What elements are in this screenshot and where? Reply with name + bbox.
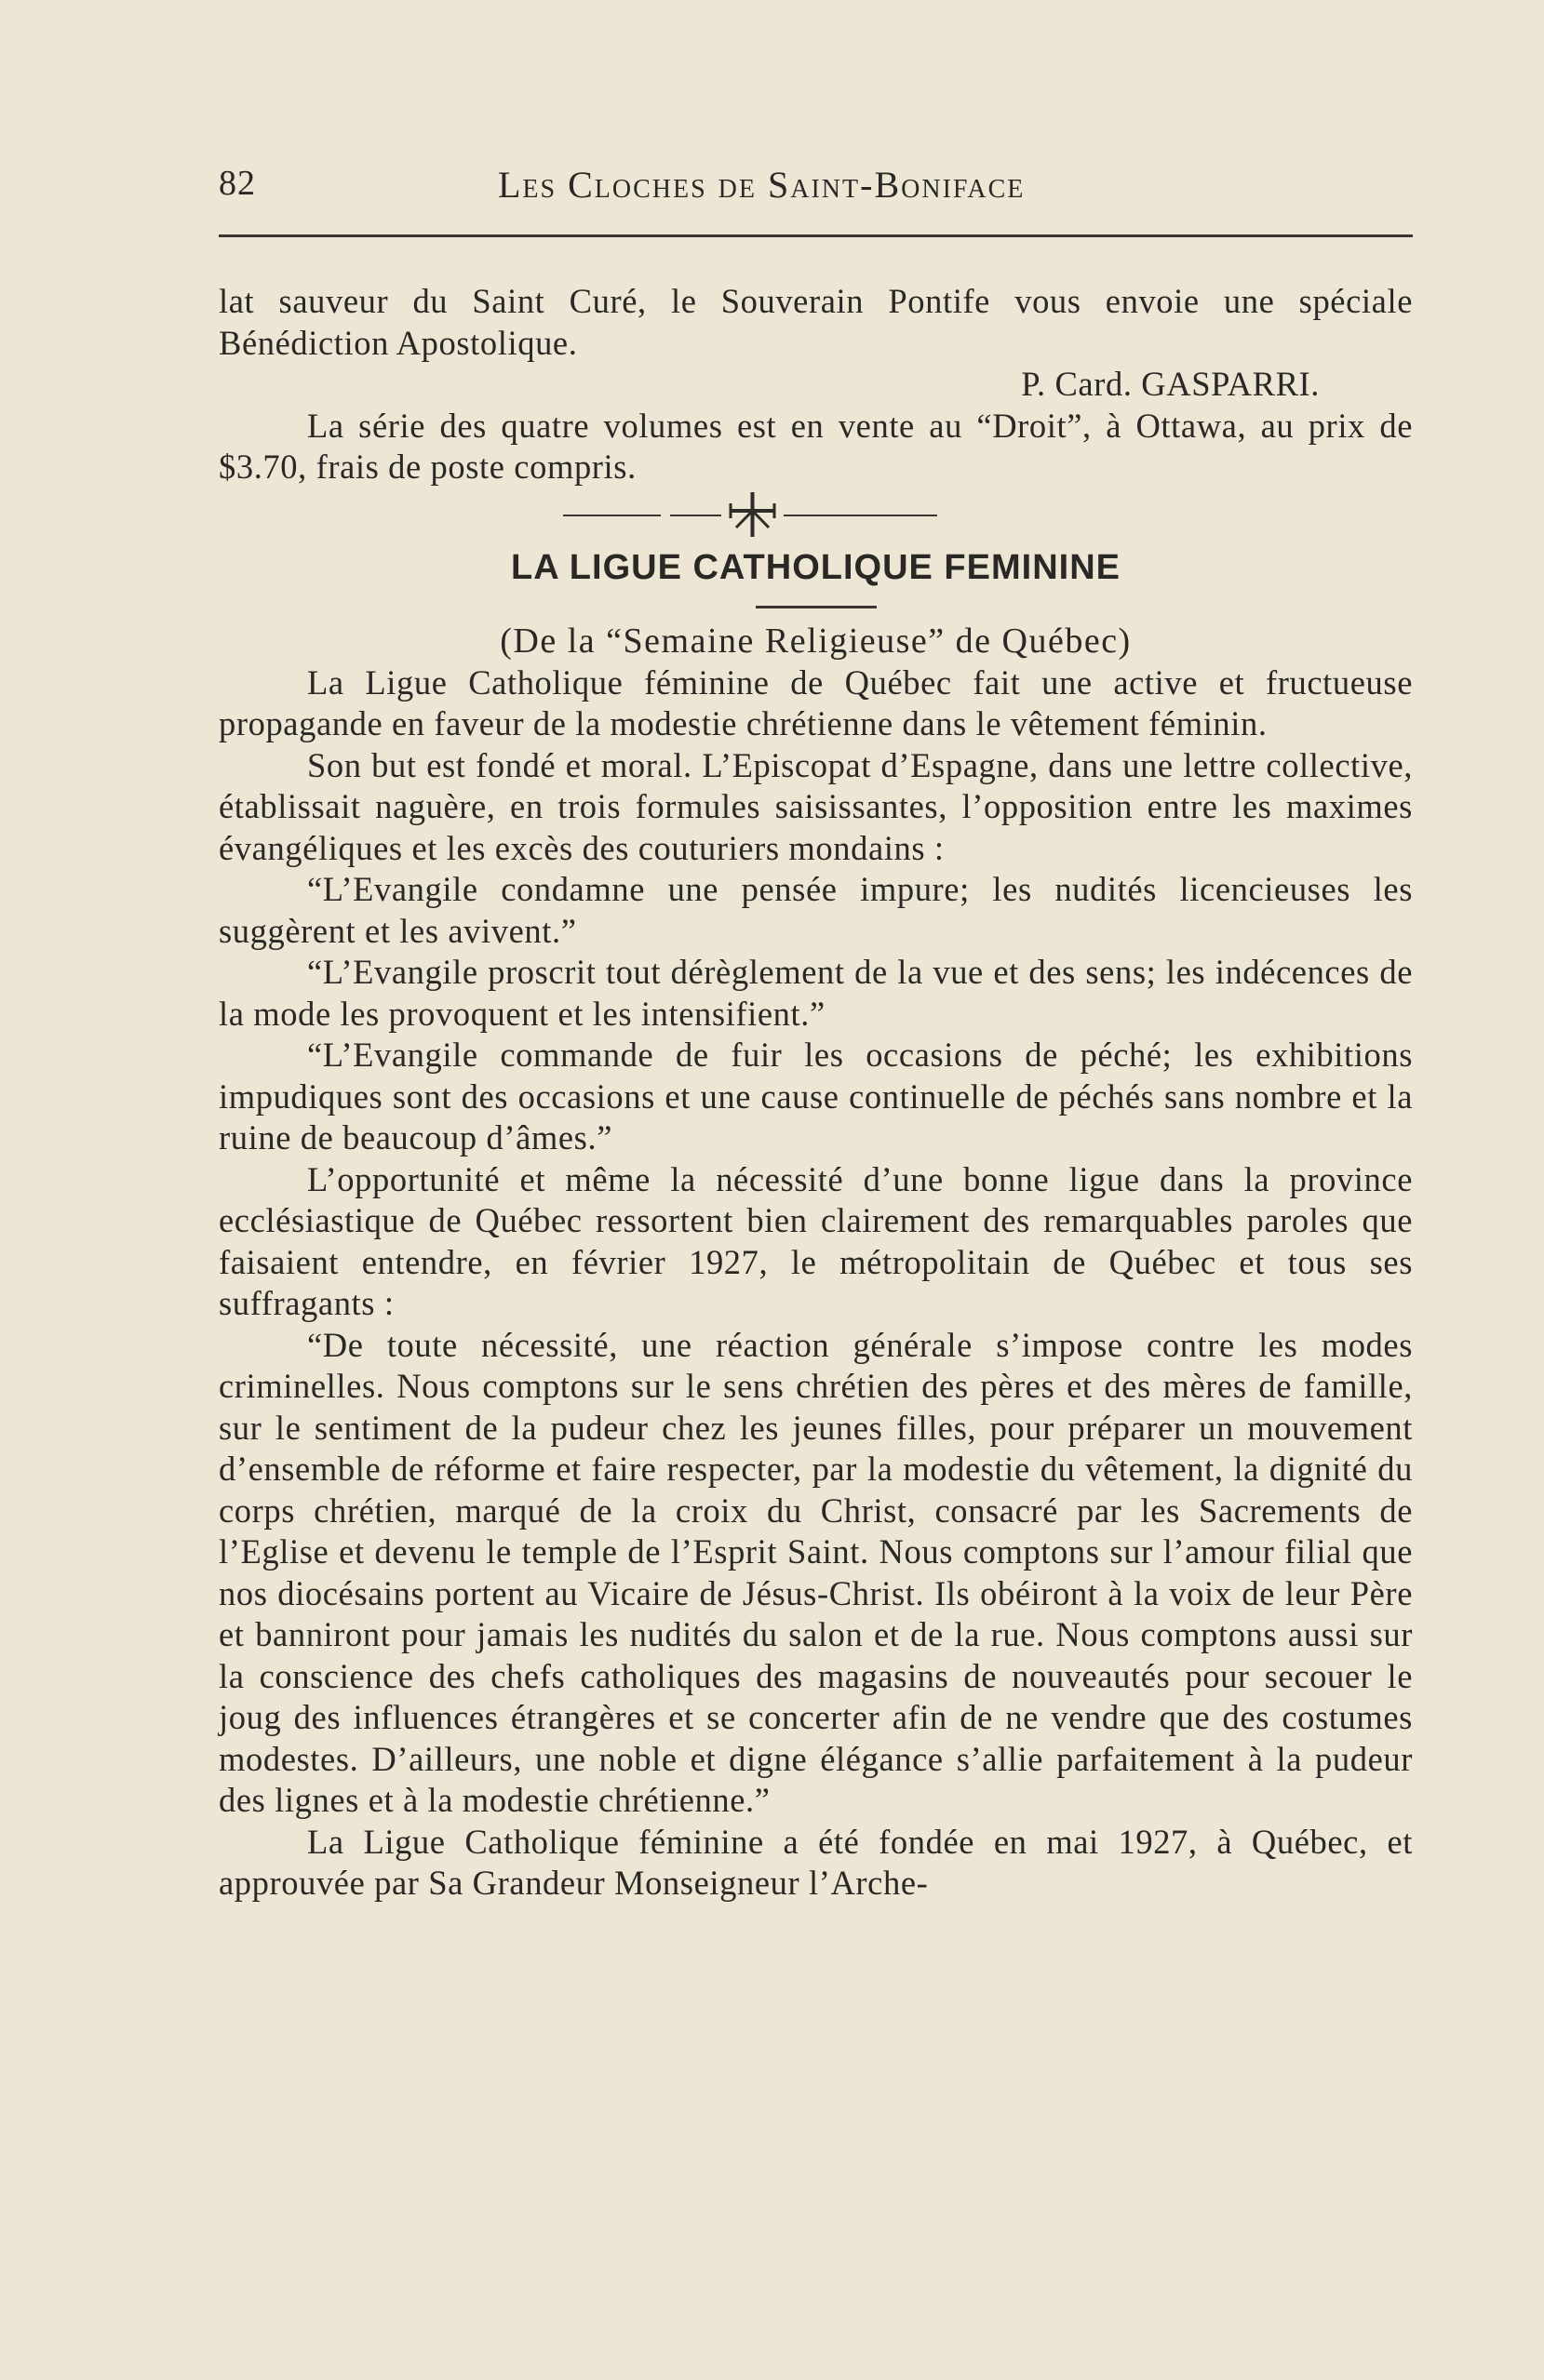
sale-note: La série des quatre volumes est en vente au “Droit”, à Ottawa, au prix de $3.70, frais de poste compris. xyxy=(219,406,1413,486)
header-rule xyxy=(219,234,1413,237)
title-rule xyxy=(756,606,877,608)
separator-line xyxy=(784,515,937,516)
paragraph: La Ligue Catholique féminine de Québec fait une active et fructueuse propagande en faveur de la modestie chrétienne dans le vêtement féminin. xyxy=(219,662,1413,742)
quote-paragraph: “L’Evangile proscrit tout dérèglement de la vue et des sens; les indécences de la mode les provoquent et les intensifient.” xyxy=(219,953,1413,1033)
page-header xyxy=(219,163,1413,219)
section-separator xyxy=(219,488,1413,541)
quote-paragraph: “L’Evangile commande de fuir les occasions de péché; les exhibitions impudiques sont des occasions et une cause continuelle de péchés sans nombre et la ruine de beaucoup d’âmes.” xyxy=(219,1036,1413,1157)
page-number: 82 xyxy=(219,164,256,203)
paragraph: L’opportunité et même la nécessité d’une bonne ligue dans la province ecclésiastique de Québec ressortent bien clairement des remarquables paroles que faisaient entendre, en février 1927, le métropolitain de Québec et tous ses suffragants : xyxy=(219,1159,1413,1322)
quote-paragraph: “L’Evangile condamne une pensée impure; les nudités licencieuses les suggèrent et les avivent.” xyxy=(219,870,1413,950)
paragraph: Son but est fondé et moral. L’Episcopat d’Espagne, dans une lettre collective, établissait naguère, en trois formules saisissantes, l’opposition entre les maximes évangéliques et les excès des couturiers mondains : xyxy=(219,745,1413,867)
paragraph: La Ligue Catholique féminine a été fondée en mai 1927, à Québec, et approuvée par Sa Grandeur Monseigneur l’Arche- xyxy=(219,1822,1413,1902)
article-source: (De la “Semaine Religieuse” de Québec) xyxy=(500,621,1132,661)
signature: P. Card. GASPARRI. xyxy=(1021,365,1320,403)
running-title: Les Cloches de Saint-Boniface xyxy=(498,164,1026,206)
article-title: LA LIGUE CATHOLIQUE FEMININE xyxy=(511,547,1121,587)
quote-paragraph: “De toute nécessité, une réaction générale s’impose contre les modes criminelles. Nous comptons sur le sens chrétien des pères et des mères de famille, sur le sentiment de la pudeur chez les jeunes filles, pour préparer un mouvement d’ensemble de réforme et faire respecter, par la modestie du vêtement, la dignité du corps chrétien, marqué de la croix du Christ, consacré par les Sacrements de l’Eglise et devenu le temple de l’Esprit Saint. Nous comptons sur l’amour filial que nos diocésains portent au Vicaire de Jésus-Christ. Ils obéiront à la voix de leur Père et banniront pour jamais les nudités du salon et de la rue. Nous comptons aussi sur la conscience des chefs catholiques des magasins de nouveautés pour secouer le joug des influences étrangères et se concerter afin de ne vendre que des costumes modestes. D’ailleurs, une noble et digne élégance s’allie parfaitement à la pudeur des lignes et à la modestie chrétienne.” xyxy=(219,1325,1413,1819)
separator-line xyxy=(563,515,661,516)
separator-line xyxy=(670,515,721,516)
page-body xyxy=(219,281,1413,1905)
cross-ornament-icon xyxy=(727,490,778,539)
continuation-text: lat sauveur du Saint Curé, le Souverain Pontife vous envoie une spéciale Bénédiction Apostolique. xyxy=(219,282,1413,362)
